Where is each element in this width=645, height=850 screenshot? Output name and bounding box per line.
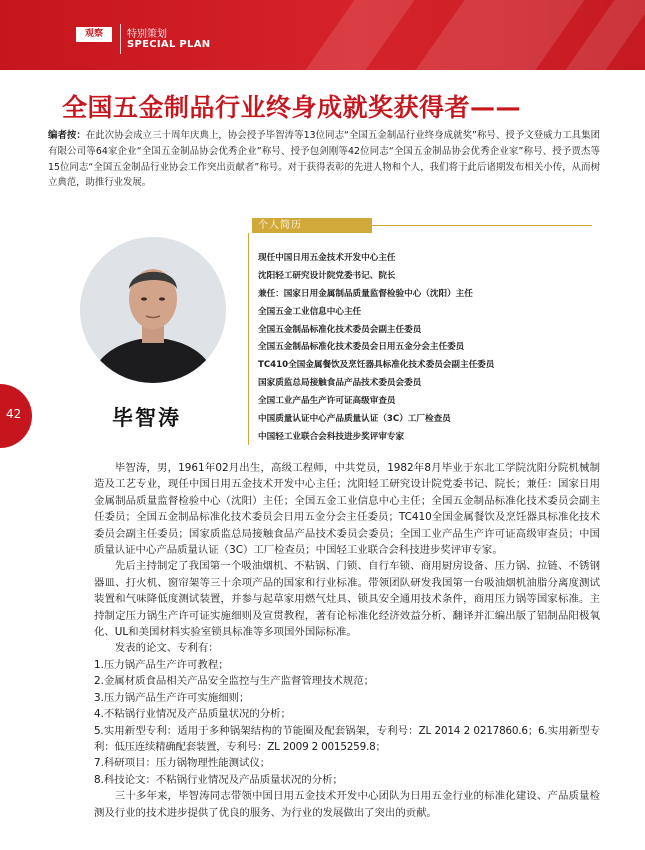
bio-closing: 三十多年来，毕智涛同志带领中国日用五金技术开发中心团队为日用五金行业的标准化建设、产品质量检测及行业的技术进步提供了优良的服务、为行业的发展做出了突出的贡献。 [94,790,600,819]
position-item: 全国五金制品标准化技术委员会副主任委员 [258,324,422,335]
position-item: 国家质监总局接触食品产品技术委员会委员 [258,378,422,389]
position-item: 兼任：国家日用金属制品质量监督检验中心（沈阳）主任 [258,288,473,299]
editor-note-text: 在此次协会成立三十周年庆典上，协会授予毕智涛等13位同志“全国五金制品行业终身成就奖”称号、授予文登威力工具集团有限公司等64家企业“全国五金制品协会优秀企业”称号、授予包剑刚等42位同志“全国五金制品协会优秀企业家”称号、授予贾杰等15位同志“全国五金制品行业协会工作突出贡献者”称号。对于获得表彰的先进人物和个人，我们将于此后诸期发布相关小传，从而树立典范，助推行业发展。 [48,130,600,189]
bio-paragraph: 毕智涛，男，1961年02月出生，高级工程师，中共党员，1982年8月毕业于东北工学院沈阳分院机械制造及工艺专业，现任中国日用五金技术开发中心主任；沈阳轻工研究设计院党委书记、院长；兼任：国家日用金属制品质量监督检验中心（沈阳）主任；全国五金工业信息中心主任；全国五金制品标准化技术委员会副主任委员；全国五金制品标准化技术委员会日用五金分会主任委员；TC410全国金属餐饮及烹饪器具标准化技术委员会副主任委员；国家质监总局接触食品产品技术委员会委员；全国工业产品生产许可证高级审查员；中国质量认证中心产品质量认证（3C）工厂检查员；中国轻工业联合会科技进步奖评审专家。 [94,462,600,557]
biography-body [94,460,600,821]
position-item: 现任中国日用五金技术开发中心主任 [258,253,396,263]
column-tag: 观察 [76,27,112,42]
paper-item: 4.不粘锅行业情况及产品质量状况的分析； [94,708,291,721]
position-item: 中国轻工业联合会科技进步奖评审专家 [258,431,405,442]
position-item: 全国工业产品生产许可证高级审查员 [258,396,396,407]
header-decor [298,0,421,70]
papers-heading: 发表的论文、专利有： [114,642,219,655]
paper-item: 8.科技论文：不粘锅行业情况及产品质量状况的分析； [94,773,343,786]
paper-item: 1.压力锅产品生产许可教程； [94,658,229,671]
header-band [0,0,645,70]
paper-item: 5.实用新型专利：适用于多种锅架结构的节能圈及配套锅架，专利号：ZL 2014 2 0217860.6；6.实用新型专利：低压连续精确配套装置，专利号：ZL 2009 2 0015259.8； [94,724,600,753]
portrait-photo [80,237,226,383]
page-title: 全国五金制品行业终身成就奖获得者—— [62,93,522,122]
paper-item: 7.科研项目：压力锅物理性能测试仪； [94,757,271,770]
bio-paragraph: 先后主持制定了我国第一个吸油烟机、不粘锅、门锁、自行车锁、商用厨房设备、压力锅、拉链、不锈钢器皿、打火机、窗帘架等三十余项产品的国家和行业标准。带领团队研发我国第一台吸油烟机油脂分离度测试装置和气味降低度测试装置，并参与起草家用燃气灶具、锁具安全通用技术条件，商用压力锅等国家标准。主持制定压力锅生产许可证实施细则及宣贯教程，著有论标准化经济效益分析、翻译并汇编出版了铝制品阳极氧化、UL和美国材料实验室锁具标准等多项国外国际标准。 [94,560,600,639]
paper-item: 3.压力锅产品生产许可实施细则； [94,691,250,704]
honoree-name: 毕智涛 [112,406,181,430]
position-item: 全国五金制品标准化技术委员会日用五金分会主任委员 [258,342,465,353]
position-item: 全国五金工业信息中心主任 [258,306,362,317]
paper-item: 2.金属材质食品相关产品安全监控与生产监督管理技术规范； [94,675,375,688]
position-item: 沈阳轻工研究设计院党委书记、院长 [258,270,396,281]
header-divider [120,24,121,54]
profile-section-rule [372,225,592,226]
section-name-en: SPECIAL PLAN [127,39,211,50]
header-decor [408,0,591,70]
editor-note-label: 编者按： [48,130,86,141]
profile-divider-line [248,233,249,445]
portrait-illustration [80,237,226,383]
section-name-cn: 特别策划 [127,29,167,40]
position-item: 中国质量认证中心产品质量认证（3C）工厂检查员 [258,414,451,425]
profile-section-title: 个人简历 [258,220,302,231]
position-item: TC410全国金属餐饮及烹饪器具标准化技术委员会副主任委员 [258,360,495,371]
positions-list [258,250,598,447]
page-number: 42 [6,407,22,421]
editor-note [48,128,600,191]
